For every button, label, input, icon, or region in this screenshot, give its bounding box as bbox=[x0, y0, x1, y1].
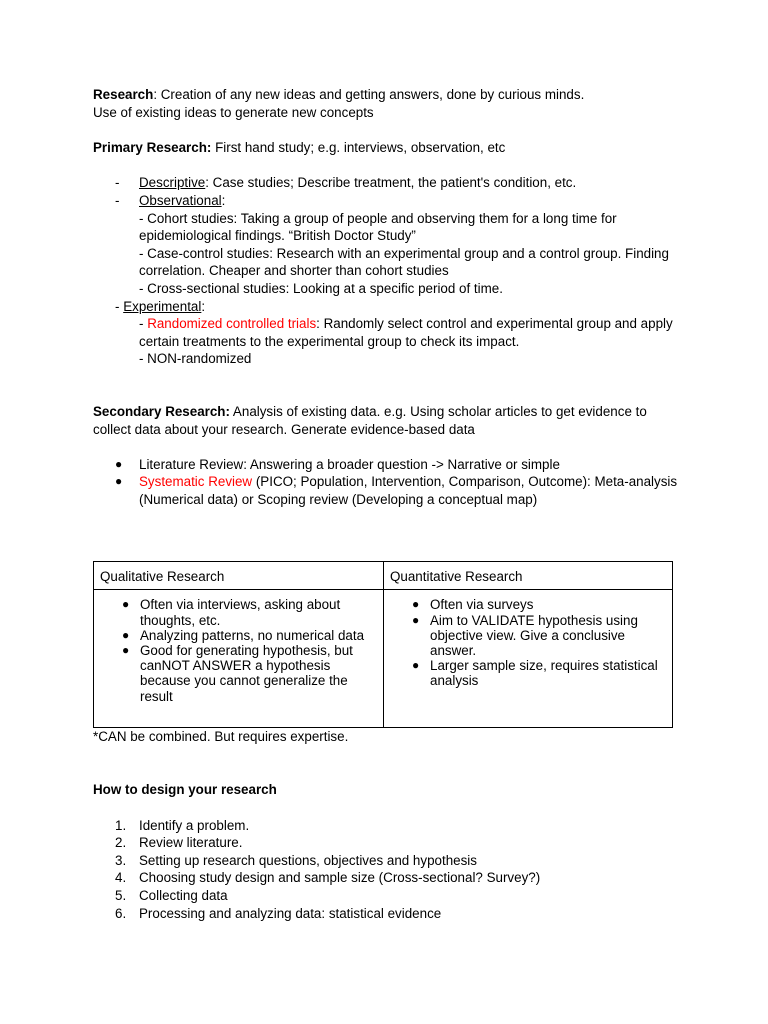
obs-item-case-control: - Case-control studies: Research with an experimental group and a control group. Finding correlation. Cheaper and shorter than cohort studies bbox=[139, 245, 669, 279]
design-heading bbox=[93, 781, 683, 799]
design-steps-list bbox=[93, 817, 683, 923]
step-text: Review literature. bbox=[139, 835, 243, 851]
rct-prefix: - bbox=[139, 316, 148, 332]
bullet-marker: ● bbox=[412, 612, 420, 627]
primary-term: Primary Research: bbox=[93, 139, 212, 155]
step-number: 6. bbox=[115, 905, 127, 921]
quant-item-text: Aim to VALIDATE hypothesis using objective view. Give a conclusive answer. bbox=[430, 612, 638, 659]
quant-item-text: Often via surveys bbox=[430, 597, 534, 613]
step-number: 5. bbox=[115, 888, 127, 904]
exp-item-rct bbox=[93, 315, 683, 350]
qual-item-text: Analyzing patterns, no numerical data bbox=[140, 627, 365, 643]
qualitative-cell bbox=[94, 590, 384, 728]
list-item bbox=[384, 658, 666, 688]
obs-item-cross-sectional: - Cross-sectional studies: Looking at a specific period of time. bbox=[139, 280, 503, 296]
list-item-observational bbox=[93, 192, 683, 210]
list-item bbox=[93, 887, 683, 905]
list-item bbox=[94, 643, 377, 704]
quantitative-cell bbox=[384, 590, 673, 728]
secondary-list bbox=[93, 456, 683, 509]
observational-colon: : bbox=[221, 192, 226, 208]
experimental-term: Experimental bbox=[123, 298, 202, 314]
descriptive-term: Descriptive bbox=[139, 175, 206, 191]
bullet-marker: ● bbox=[122, 627, 130, 642]
list-item bbox=[93, 905, 683, 923]
literature-review-text: Literature Review: Answering a broader question -> Narrative or simple bbox=[139, 456, 560, 472]
research-definition bbox=[93, 86, 683, 104]
experimental-colon: : bbox=[201, 298, 206, 314]
list-item bbox=[93, 869, 683, 887]
bullet-marker: ● bbox=[412, 597, 420, 612]
step-number: 3. bbox=[115, 852, 127, 868]
quant-item-text: Larger sample size, requires statistical analysis bbox=[430, 658, 658, 689]
list-item-literature-review bbox=[93, 456, 683, 474]
rct-def: : Randomly select control and experimental group and apply certain treatments to the experimental group to check its impact. bbox=[139, 316, 673, 349]
bullet-marker: ● bbox=[115, 456, 123, 471]
research-comparison-table bbox=[93, 561, 673, 728]
dash-marker: - bbox=[115, 192, 120, 208]
list-item bbox=[93, 834, 683, 852]
step-text: Choosing study design and sample size (Cross-sectional? Survey?) bbox=[139, 870, 541, 886]
list-item-descriptive bbox=[93, 174, 683, 192]
qual-item-text: Often via interviews, asking about thoughts, etc. bbox=[140, 597, 341, 628]
list-item bbox=[384, 597, 666, 612]
list-item bbox=[94, 597, 377, 627]
bullet-marker: ● bbox=[122, 597, 130, 612]
list-item bbox=[93, 852, 683, 870]
observational-term: Observational bbox=[139, 192, 222, 208]
list-item-experimental bbox=[93, 298, 683, 316]
quantitative-header: Quantitative Research bbox=[384, 562, 673, 590]
step-text: Identify a problem. bbox=[139, 817, 250, 833]
table-note: *CAN be combined. But requires expertise. bbox=[93, 729, 349, 745]
primary-def: First hand study; e.g. interviews, observation, etc bbox=[211, 139, 506, 155]
step-text: Setting up research questions, objectives and hypothesis bbox=[139, 852, 477, 868]
step-number: 1. bbox=[115, 817, 127, 833]
experimental-prefix: - bbox=[115, 298, 124, 314]
dash-marker: - bbox=[115, 175, 120, 191]
rct-term: Randomized controlled trials bbox=[147, 316, 317, 332]
systematic-review-def: (PICO; Population, Intervention, Comparison, Outcome): Meta-analysis (Numerical data) or Scoping review (Developing a conceptual map) bbox=[139, 474, 678, 507]
step-text: Collecting data bbox=[139, 888, 228, 904]
bullet-marker: ● bbox=[412, 658, 420, 673]
step-text: Processing and analyzing data: statistical evidence bbox=[139, 905, 442, 921]
bullet-marker: ● bbox=[122, 643, 130, 658]
list-item-systematic-review bbox=[93, 473, 683, 508]
research-term: Research bbox=[93, 87, 154, 102]
design-heading-text: How to design your research bbox=[93, 782, 277, 798]
list-item bbox=[94, 628, 377, 643]
secondary-def: Analysis of existing data. e.g. Using scholar articles to get evidence to collect data about your research. Generate evidence-based data bbox=[93, 403, 647, 437]
primary-research bbox=[93, 139, 683, 157]
qualitative-header: Qualitative Research bbox=[94, 562, 384, 590]
research-line2: Use of existing ideas to generate new concepts bbox=[93, 104, 374, 120]
list-item bbox=[384, 613, 666, 659]
secondary-research bbox=[93, 403, 683, 438]
step-number: 4. bbox=[115, 870, 127, 886]
bullet-marker: ● bbox=[115, 474, 123, 489]
primary-list bbox=[93, 174, 683, 368]
list-item bbox=[93, 817, 683, 835]
descriptive-def: : Case studies; Describe treatment, the patient's condition, etc. bbox=[205, 175, 577, 191]
exp-item-nonrandom: - NON-randomized bbox=[139, 351, 252, 367]
step-number: 2. bbox=[115, 835, 127, 851]
qual-item-text: Good for generating hypothesis, but canNOT ANSWER a hypothesis because you cannot generalize the result bbox=[140, 643, 353, 704]
systematic-review-term: Systematic Review bbox=[139, 474, 253, 490]
obs-item-cohort: - Cohort studies: Taking a group of people and observing them for a long time for epidemiological findings. “British Doctor Study” bbox=[139, 210, 617, 244]
document-page bbox=[93, 86, 683, 922]
research-def: : Creation of any new ideas and getting answers, done by curious minds. bbox=[153, 87, 585, 102]
secondary-term: Secondary Research: bbox=[93, 403, 230, 419]
